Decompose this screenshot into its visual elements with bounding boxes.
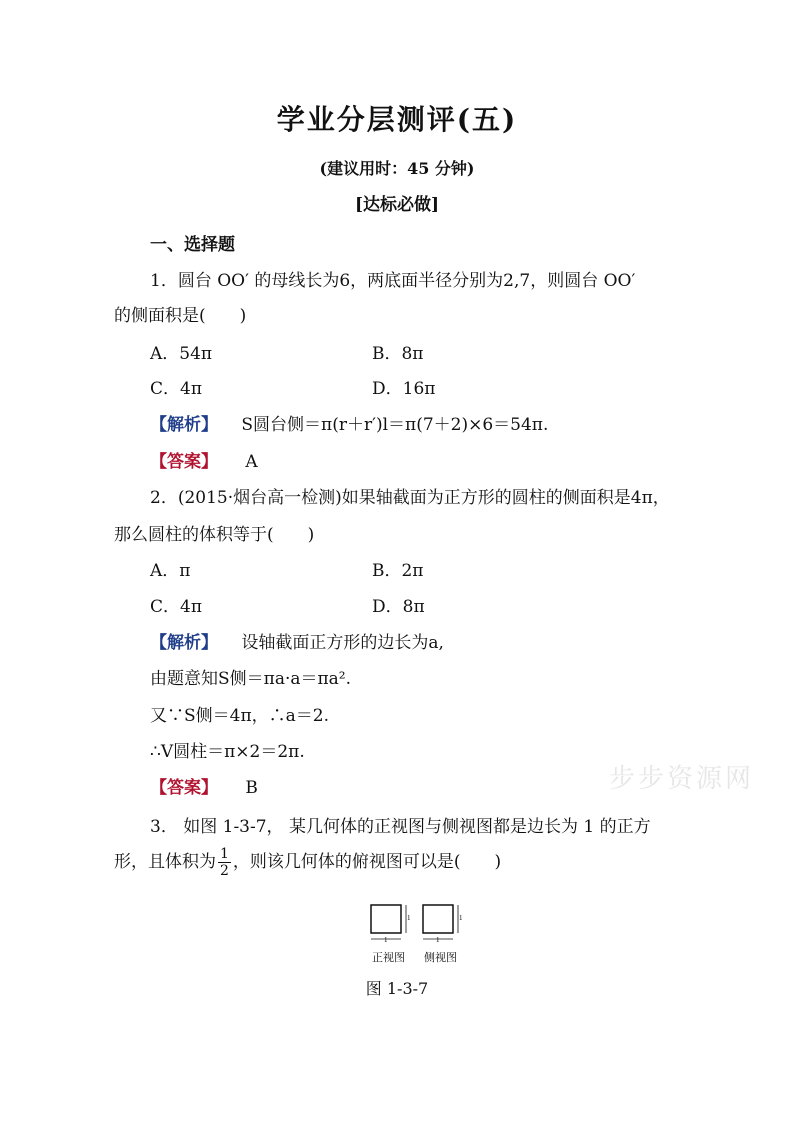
fraction-numerator: 1 <box>220 846 229 862</box>
q1-option-c: C．4π <box>150 379 202 399</box>
front-view-width-label: 1 <box>384 936 388 944</box>
fraction-denominator: 2 <box>220 863 229 879</box>
page-title: 学业分层测评(五) <box>276 103 518 136</box>
q2-analysis-line2: 由题意知S侧＝πa·a＝πa². <box>150 669 352 689</box>
answer-value: A <box>245 452 258 472</box>
q2-option-d: D．8π <box>372 597 425 617</box>
figure-three-views <box>368 902 468 946</box>
fraction-one-half <box>218 846 231 879</box>
analysis-text: 设轴截面正方形的边长为a, <box>241 633 444 653</box>
side-view-height-label: 1 <box>459 914 463 922</box>
q2-answer <box>150 773 258 798</box>
q2-analysis-line3: 又∵S侧＝4π，∴a＝2. <box>150 706 329 726</box>
q1-option-a: A．54π <box>150 344 213 364</box>
q2-option-c: C．4π <box>150 597 202 617</box>
answer-tag: 【答案】 <box>150 778 218 798</box>
q1-answer <box>150 447 258 472</box>
section-tag: [达标必做] <box>354 195 440 215</box>
q2-stem-line2: 那么圆柱的体积等于( ) <box>114 525 315 545</box>
q3-text-after: ，则该几何体的俯视图可以是( ) <box>232 852 502 872</box>
q3-stem-line1: 3． 如图 1-3-7， 某几何体的正视图与侧视图都是边长为 1 的正方 <box>150 817 651 837</box>
q2-stem-line1: 2．(2015·烟台高一检测)如果轴截面为正方形的圆柱的侧面积是4π， <box>150 488 670 508</box>
q3-text-before: 形，且体积为 <box>114 852 216 872</box>
q2-option-b: B．2π <box>372 561 424 581</box>
side-view-width-label: 1 <box>436 936 440 944</box>
front-view-square <box>371 905 401 933</box>
q2-analysis-line4: ∴V圆柱＝π×2＝2π. <box>150 742 305 762</box>
suggested-time: (建议用时：45 分钟) <box>319 159 475 178</box>
watermark: 步步资源网 <box>608 764 754 794</box>
q1-stem-line1: 1．圆台 OO′ 的母线长为6，两底面半径分别为2,7，则圆台 OO′ <box>150 271 636 291</box>
q1-analysis <box>150 410 548 435</box>
q1-stem-line2: 的侧面积是( ) <box>114 306 247 326</box>
front-view-height-label: 1 <box>407 914 411 922</box>
q1-option-d: D．16π <box>372 379 436 399</box>
q3-stem-line2 <box>114 846 501 879</box>
side-view-label: 侧视图 <box>424 951 457 964</box>
analysis-text: S圆台侧＝π(r＋r′)l＝π(7＋2)×6＝54π. <box>241 415 549 435</box>
answer-tag: 【答案】 <box>150 452 218 472</box>
q2-option-a: A．π <box>150 561 191 581</box>
figure-caption: 图 1-3-7 <box>365 979 429 998</box>
q2-analysis <box>150 628 444 653</box>
q1-option-b: B．8π <box>372 344 424 364</box>
front-view-label: 正视图 <box>372 951 405 964</box>
analysis-tag: 【解析】 <box>150 633 218 653</box>
analysis-tag: 【解析】 <box>150 415 218 435</box>
side-view-square <box>423 905 453 933</box>
answer-value: B <box>245 778 258 798</box>
part-heading: 一、选择题 <box>150 235 235 255</box>
